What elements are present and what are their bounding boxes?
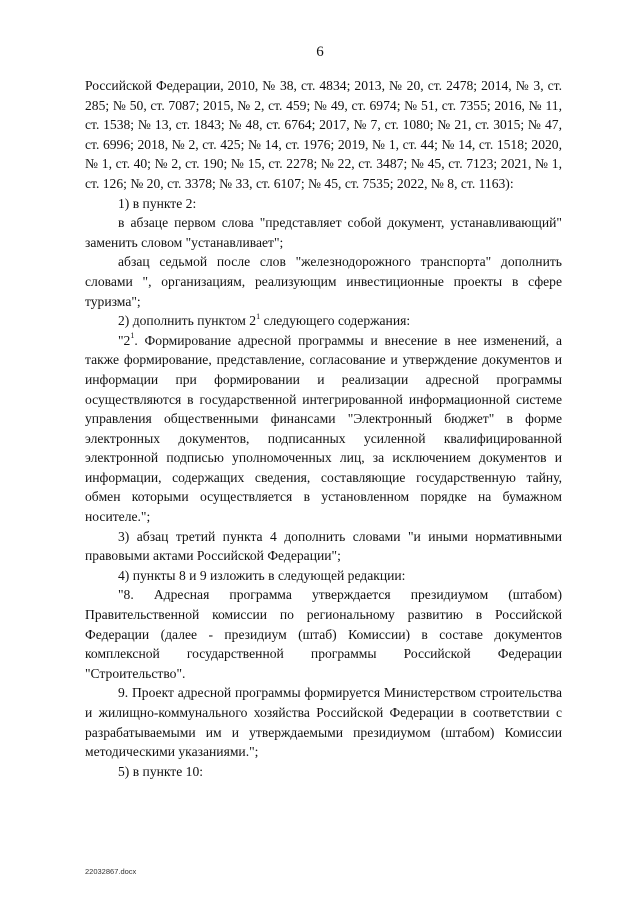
paragraph-item-4: 4) пункты 8 и 9 изложить в следующей редакции: bbox=[118, 567, 406, 583]
document-body bbox=[85, 76, 562, 781]
paragraph-point-8: "8. Адресная программа утверждается президиумом (штабом) Правительственной комиссии по региональному развитию в Российской Федерации (далее - президиум (штаб) Комиссии) в составе документов комплексной государственной программы Российской Федерации "Строительство". bbox=[85, 587, 562, 681]
item-2-text-start: 2) дополнить пунктом 2 bbox=[118, 313, 257, 329]
paragraph-item-2 bbox=[85, 311, 562, 331]
paragraph-item-3: 3) абзац третий пункта 4 дополнить словами "и иными нормативными правовыми актами Российской Федерации"; bbox=[85, 528, 562, 564]
point-2-1-superscript: 1 bbox=[130, 331, 135, 341]
item-2-text-end: следующего содержания: bbox=[260, 313, 411, 329]
paragraph-item-5: 5) в пункте 10: bbox=[118, 763, 204, 779]
paragraph-point-2-1 bbox=[85, 331, 562, 527]
paragraph-item-1-first-abzac: в абзаце первом слова "представляет собой документ, устанавливающий" заменить словом "устанавливает"; bbox=[85, 215, 562, 250]
paragraph-item-1: 1) в пункте 2: bbox=[118, 195, 197, 211]
paragraph-item-1-seventh-abzac: абзац седьмой после слов "железнодорожного транспорта" дополнить словами ", организациям, реализующим инвестиционные проекты в сфере туризма"; bbox=[85, 254, 562, 309]
item-2-superscript: 1 bbox=[256, 311, 261, 321]
document-file-code: 22032867.docx bbox=[85, 867, 137, 876]
paragraph-citation-continuation: Российской Федерации, 2010, № 38, ст. 4834; 2013, № 20, ст. 2478; 2014, № 3, ст. 285; № 50, ст. 7087; 2015, № 2, ст. 459; № 49, ст. 6974; № 51, ст. 7355; 2016, № 11, ст. 1538; № 13, ст. 1843; № 48, ст. 6764; 2017, № 7, ст. 1080; № 21, ст. 3015; № 47, ст. 6996; 2018, № 2, ст. 425; № 14, ст. 1976; 2019, № 1, ст. 44; № 14, ст. 1518; 2020, № 1, ст. 40; № 2, ст. 190; № 15, ст. 2278; № 22, ст. 3487; № 45, ст. 7123; 2021, № 1, ст. 126; № 20, ст. 3378; № 33, ст. 6107; № 45, ст. 7535; 2022, № 8, ст. 1163): bbox=[85, 78, 562, 191]
page-number: 6 bbox=[316, 44, 324, 60]
paragraph-point-9: 9. Проект адресной программы формируется Министерством строительства и жилищно-коммунального хозяйства Российской Федерации в соответствии с разрабатываемыми им и утверждаемыми президиумом (штабом) Комиссии методическими указаниями."; bbox=[85, 685, 562, 760]
point-2-1-text: . Формирование адресной программы и внесение в нее изменений, а также формирование, представление, согласование и утверждение документов и информации при формировании и реализации адресной программы осуществляются в государственной интегрированной информационной системе управления общественными финансами "Электронный бюджет" в форме электронных документов, подписанных усиленной квалифицированной электронной подписью уполномоченных лиц, за исключением документов и информации, содержащих сведения, составляющие государственную тайну, обмен которыми осуществляется в установленном порядке на бумажном носителе."; bbox=[85, 332, 562, 525]
point-2-1-number: "2 bbox=[118, 332, 131, 348]
